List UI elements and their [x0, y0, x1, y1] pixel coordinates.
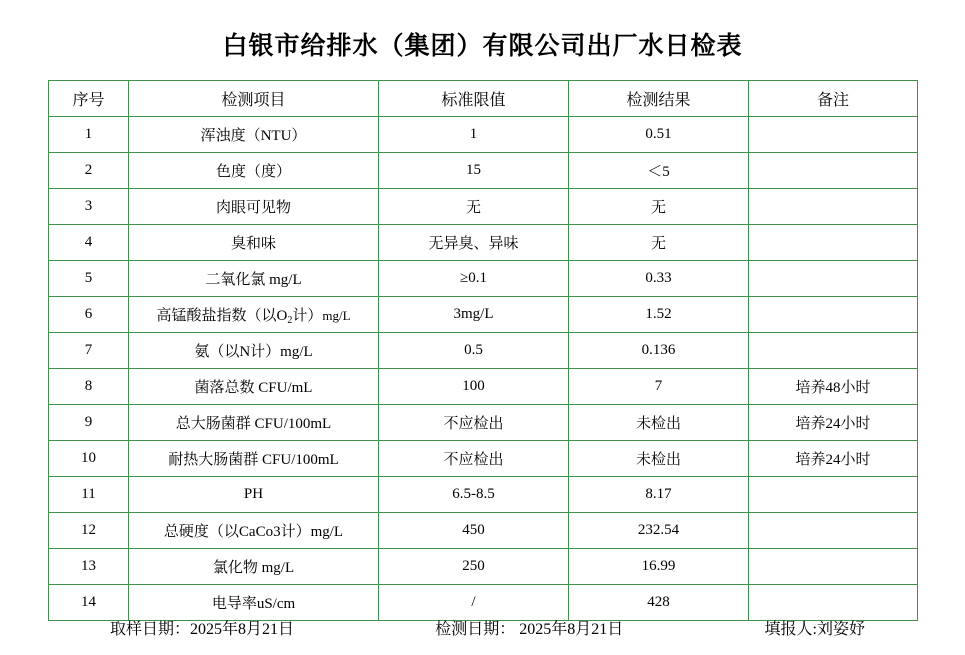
- table-row: [49, 225, 918, 261]
- cell-standard: 1: [379, 117, 569, 153]
- cell-standard: 450: [379, 513, 569, 549]
- cell-item: 电导率uS/cm: [129, 585, 379, 621]
- cell-result: 428: [569, 585, 749, 621]
- table-row: [49, 153, 918, 189]
- cell-no: 9: [49, 405, 129, 441]
- cell-no: 14: [49, 585, 129, 621]
- cell-result: 8.17: [569, 477, 749, 513]
- cell-result: 未检出: [569, 405, 749, 441]
- cell-no: 7: [49, 333, 129, 369]
- cell-result: 0.136: [569, 333, 749, 369]
- cell-standard: 15: [379, 153, 569, 189]
- table-row: [49, 369, 918, 405]
- cell-result: 无: [569, 225, 749, 261]
- cell-item: 浑浊度（NTU）: [129, 117, 379, 153]
- sample-date: 取样日期：2025年8月21日: [110, 621, 295, 638]
- table-container: [0, 80, 965, 621]
- table-row: [49, 117, 918, 153]
- column-header-no: 序号: [49, 81, 129, 117]
- cell-result: 0.33: [569, 261, 749, 297]
- cell-result: 7: [569, 369, 749, 405]
- table-row: [49, 513, 918, 549]
- cell-no: 4: [49, 225, 129, 261]
- water-quality-table: [48, 80, 918, 621]
- cell-result: 无: [569, 189, 749, 225]
- cell-item: 菌落总数 CFU/mL: [129, 369, 379, 405]
- cell-note: [749, 513, 918, 549]
- cell-no: 13: [49, 549, 129, 585]
- filler-name: 填报人:刘姿妤: [764, 621, 865, 638]
- cell-standard: 不应检出: [379, 405, 569, 441]
- cell-no: 11: [49, 477, 129, 513]
- cell-item: PH: [129, 477, 379, 513]
- table-body: [49, 117, 918, 621]
- table-row: [49, 549, 918, 585]
- cell-result: 1.52: [569, 297, 749, 333]
- cell-standard: 6.5-8.5: [379, 477, 569, 513]
- page-title: 白银市给排水（集团）有限公司出厂水日检表: [222, 31, 743, 60]
- cell-note: [749, 153, 918, 189]
- table-row: [49, 333, 918, 369]
- cell-item: 肉眼可见物: [129, 189, 379, 225]
- footer: [0, 616, 965, 639]
- cell-note: [749, 297, 918, 333]
- cell-note: [749, 261, 918, 297]
- table-header-row: [49, 81, 918, 117]
- cell-standard: 100: [379, 369, 569, 405]
- cell-no: 3: [49, 189, 129, 225]
- cell-item: 耐热大肠菌群 CFU/100mL: [129, 441, 379, 477]
- cell-no: 5: [49, 261, 129, 297]
- table-row: [49, 405, 918, 441]
- column-header-standard: 标准限值: [379, 81, 569, 117]
- column-header-result: 检测结果: [569, 81, 749, 117]
- cell-no: 1: [49, 117, 129, 153]
- table-row: [49, 441, 918, 477]
- cell-note: 培养24小时: [749, 405, 918, 441]
- cell-result: ＜5: [569, 153, 749, 189]
- cell-item: 高锰酸盐指数（以$O_2$计）mg/L: [129, 297, 379, 333]
- cell-no: 10: [49, 441, 129, 477]
- cell-note: [749, 477, 918, 513]
- cell-result: 16.99: [569, 549, 749, 585]
- cell-result: 未检出: [569, 441, 749, 477]
- cell-note: [749, 333, 918, 369]
- cell-note: 培养24小时: [749, 441, 918, 477]
- cell-standard: 无异臭、异味: [379, 225, 569, 261]
- column-header-item: 检测项目: [129, 81, 379, 117]
- cell-item: 总大肠菌群 CFU/100mL: [129, 405, 379, 441]
- cell-item: 氨（以N计）mg/L: [129, 333, 379, 369]
- cell-item: 总硬度（以CaCo3计）mg/L: [129, 513, 379, 549]
- cell-item: 臭和味: [129, 225, 379, 261]
- cell-item: 氯化物 mg/L: [129, 549, 379, 585]
- cell-no: 12: [49, 513, 129, 549]
- column-header-note: 备注: [749, 81, 918, 117]
- test-date: 检测日期： 2025年8月21日: [435, 621, 624, 638]
- table-row: [49, 477, 918, 513]
- cell-standard: 3mg/L: [379, 297, 569, 333]
- cell-standard: 无: [379, 189, 569, 225]
- cell-result: 0.51: [569, 117, 749, 153]
- table-row: [49, 189, 918, 225]
- cell-standard: 0.5: [379, 333, 569, 369]
- table-row: [49, 261, 918, 297]
- cell-note: [749, 225, 918, 261]
- cell-item: 二氧化氯 mg/L: [129, 261, 379, 297]
- cell-no: 6: [49, 297, 129, 333]
- cell-standard: /: [379, 585, 569, 621]
- cell-standard: ≥0.1: [379, 261, 569, 297]
- cell-no: 8: [49, 369, 129, 405]
- cell-result: 232.54: [569, 513, 749, 549]
- cell-item: 色度（度）: [129, 153, 379, 189]
- cell-standard: 250: [379, 549, 569, 585]
- cell-standard: 不应检出: [379, 441, 569, 477]
- table-row: [49, 297, 918, 333]
- cell-note: [749, 189, 918, 225]
- cell-note: [749, 549, 918, 585]
- cell-no: 2: [49, 153, 129, 189]
- cell-note: 培养48小时: [749, 369, 918, 405]
- cell-note: [749, 117, 918, 153]
